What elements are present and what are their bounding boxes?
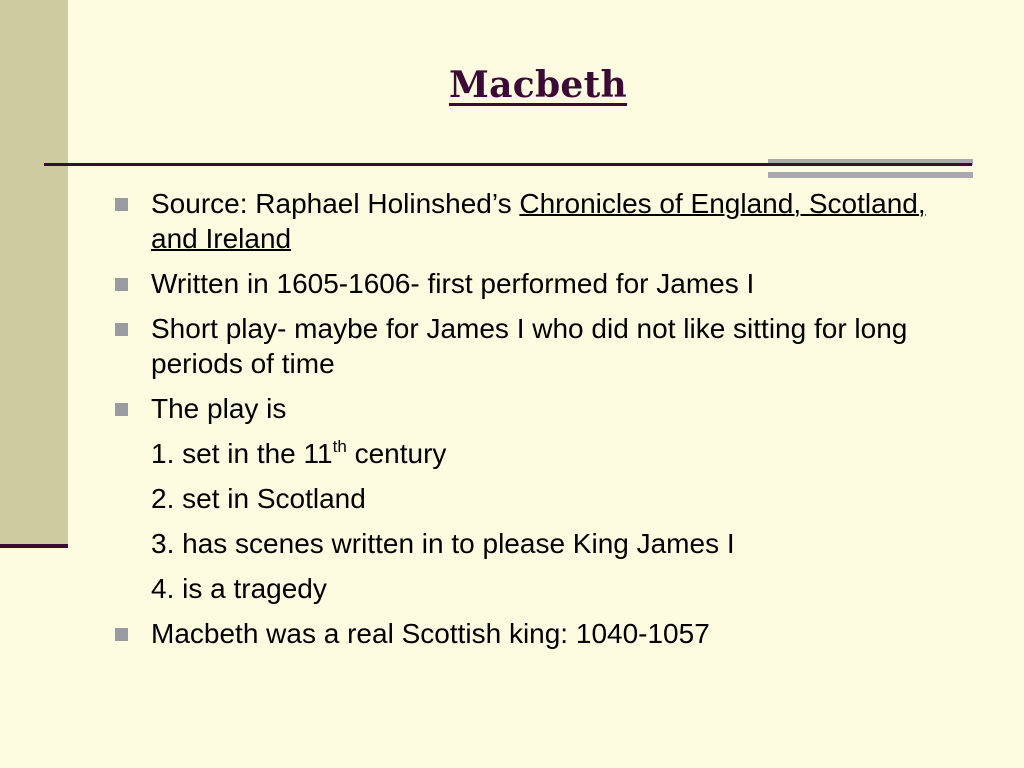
- ordinal-superscript: th: [332, 437, 347, 456]
- square-bullet-icon: [115, 198, 128, 211]
- list-item-text: The play is: [151, 393, 287, 424]
- list-item-short-play: [112, 311, 972, 381]
- list-item-written: [112, 266, 972, 301]
- source-book-title: Chronicles of England, Scotland, and Ireland: [151, 188, 926, 254]
- sub-item-text: 3. has scenes written in to please King James I: [151, 528, 735, 559]
- list-item-text: Macbeth was a real Scottish king: 1040-1057: [151, 618, 710, 649]
- sub-item-century: [112, 436, 972, 471]
- source-prefix: Source: Raphael Holinshed’s: [151, 188, 520, 219]
- bullet-list: [112, 186, 972, 661]
- slide-title: [0, 64, 1024, 106]
- title-divider: [44, 163, 972, 166]
- sub-item-text: 1. set in the 11: [151, 438, 333, 469]
- side-rule-decoration: [0, 544, 68, 548]
- square-bullet-icon: [115, 323, 128, 336]
- list-item-text: Short play- maybe for James I who did not like sitting for long periods of time: [151, 313, 908, 379]
- sub-item-suffix: century: [346, 438, 447, 469]
- grey-bar-decoration-bottom: [768, 172, 973, 178]
- square-bullet-icon: [115, 403, 128, 416]
- slide-title-text: Macbeth: [448, 64, 628, 106]
- sub-item-text: 2. set in Scotland: [151, 483, 366, 514]
- square-bullet-icon: [115, 278, 128, 291]
- list-item-play-is: [112, 391, 972, 426]
- sub-item-scenes: [112, 526, 972, 561]
- list-item-real-king: [112, 616, 972, 651]
- list-item-source: [112, 186, 972, 256]
- sub-item-tragedy: [112, 571, 972, 606]
- sub-item-scotland: [112, 481, 972, 516]
- square-bullet-icon: [115, 628, 128, 641]
- list-item-text: Written in 1605-1606- first performed for James I: [151, 268, 755, 299]
- sub-item-text: 4. is a tragedy: [151, 573, 327, 604]
